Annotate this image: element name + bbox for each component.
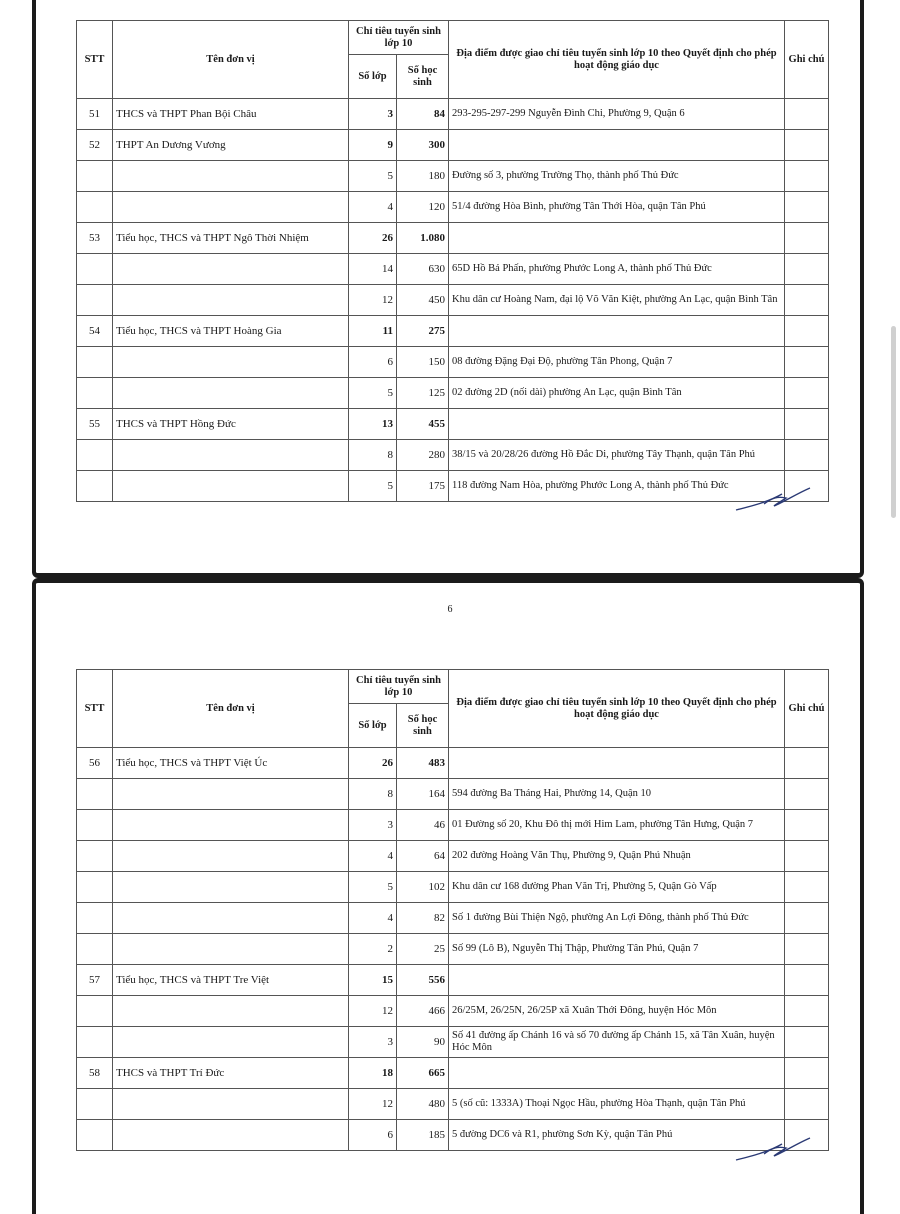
row-classes: 5 <box>349 872 397 903</box>
table-row <box>77 903 829 934</box>
row-stt: 54 <box>77 316 113 347</box>
header-quota: Chỉ tiêu tuyển sinh lớp 10 <box>349 21 449 55</box>
table-row <box>77 409 829 440</box>
row-stt: 58 <box>77 1058 113 1089</box>
row-note <box>785 934 829 965</box>
row-unit-name: Tiểu học, THCS và THPT Tre Việt <box>113 965 349 996</box>
row-classes: 5 <box>349 161 397 192</box>
table-row <box>77 1089 829 1120</box>
row-students: 120 <box>397 192 449 223</box>
row-unit-name <box>113 934 349 965</box>
row-unit-name <box>113 471 349 502</box>
row-stt <box>77 903 113 934</box>
row-students: 84 <box>397 99 449 130</box>
row-students: 630 <box>397 254 449 285</box>
row-students: 90 <box>397 1027 449 1058</box>
row-students: 665 <box>397 1058 449 1089</box>
row-note <box>785 347 829 378</box>
row-students: 480 <box>397 1089 449 1120</box>
row-unit-name <box>113 841 349 872</box>
row-address: Số 1 đường Bùi Thiện Ngộ, phường An Lợi Đông, thành phố Thủ Đức <box>449 903 785 934</box>
row-unit-name <box>113 779 349 810</box>
header-stt: STT <box>77 21 113 99</box>
row-note <box>785 378 829 409</box>
row-address: Khu dân cư 168 đường Phan Văn Trị, Phường 5, Quận Gò Vấp <box>449 872 785 903</box>
row-address <box>449 748 785 779</box>
row-students: 455 <box>397 409 449 440</box>
header-note: Ghi chú <box>785 670 829 748</box>
row-classes: 18 <box>349 1058 397 1089</box>
row-classes: 8 <box>349 779 397 810</box>
header-students: Số học sinh <box>397 704 449 748</box>
scrollbar[interactable] <box>891 326 896 518</box>
row-address <box>449 223 785 254</box>
row-note <box>785 130 829 161</box>
row-unit-name <box>113 872 349 903</box>
table-row <box>77 285 829 316</box>
row-unit-name <box>113 810 349 841</box>
row-classes: 4 <box>349 903 397 934</box>
row-students: 82 <box>397 903 449 934</box>
header-classes: Số lớp <box>349 55 397 99</box>
table-row <box>77 965 829 996</box>
row-students: 64 <box>397 841 449 872</box>
row-stt <box>77 779 113 810</box>
row-students: 164 <box>397 779 449 810</box>
row-stt <box>77 996 113 1027</box>
row-stt <box>77 810 113 841</box>
row-note <box>785 254 829 285</box>
row-classes: 5 <box>349 378 397 409</box>
row-classes: 5 <box>349 471 397 502</box>
row-note <box>785 779 829 810</box>
row-stt <box>77 872 113 903</box>
row-unit-name <box>113 285 349 316</box>
row-classes: 3 <box>349 1027 397 1058</box>
row-classes: 14 <box>349 254 397 285</box>
row-note <box>785 1058 829 1089</box>
row-students: 450 <box>397 285 449 316</box>
row-note <box>785 965 829 996</box>
table-row <box>77 1058 829 1089</box>
row-address: Khu dân cư Hoàng Nam, đại lộ Võ Văn Kiệt, phường An Lạc, quận Bình Tân <box>449 285 785 316</box>
row-stt <box>77 1089 113 1120</box>
row-unit-name <box>113 903 349 934</box>
row-address: 26/25M, 26/25N, 26/25P xã Xuân Thới Đông, huyện Hóc Môn <box>449 996 785 1027</box>
row-note <box>785 872 829 903</box>
row-students: 275 <box>397 316 449 347</box>
table-row <box>77 810 829 841</box>
header-note: Ghi chú <box>785 21 829 99</box>
row-students: 102 <box>397 872 449 903</box>
row-unit-name <box>113 161 349 192</box>
row-classes: 6 <box>349 1120 397 1151</box>
row-stt <box>77 440 113 471</box>
table-row <box>77 161 829 192</box>
row-address: 51/4 đường Hòa Bình, phường Tân Thới Hòa, quận Tân Phú <box>449 192 785 223</box>
row-stt: 51 <box>77 99 113 130</box>
page-number: 6 <box>447 604 453 615</box>
row-note <box>785 748 829 779</box>
header-location: Địa điểm được giao chỉ tiêu tuyển sinh lớp 10 theo Quyết định cho phép hoạt động giáo dục <box>449 21 785 99</box>
row-address <box>449 130 785 161</box>
row-address: 38/15 và 20/28/26 đường Hồ Đắc Di, phường Tây Thạnh, quận Tân Phú <box>449 440 785 471</box>
row-stt: 52 <box>77 130 113 161</box>
table-row <box>77 347 829 378</box>
row-unit-name <box>113 347 349 378</box>
row-note <box>785 810 829 841</box>
row-students: 556 <box>397 965 449 996</box>
row-stt: 53 <box>77 223 113 254</box>
table-row <box>77 316 829 347</box>
row-unit-name <box>113 378 349 409</box>
row-unit-name <box>113 192 349 223</box>
row-classes: 4 <box>349 192 397 223</box>
row-classes: 11 <box>349 316 397 347</box>
row-unit-name: Tiểu học, THCS và THPT Việt Úc <box>113 748 349 779</box>
header-students: Số học sinh <box>397 55 449 99</box>
row-stt <box>77 471 113 502</box>
header-unit: Tên đơn vị <box>113 21 349 99</box>
row-students: 280 <box>397 440 449 471</box>
row-note <box>785 903 829 934</box>
table-row <box>77 996 829 1027</box>
row-note <box>785 161 829 192</box>
row-classes: 2 <box>349 934 397 965</box>
row-note <box>785 316 829 347</box>
row-unit-name: THCS và THPT Hồng Đức <box>113 409 349 440</box>
table-row <box>77 748 829 779</box>
row-classes: 15 <box>349 965 397 996</box>
row-address: 5 (số cũ: 1333A) Thoại Ngọc Hầu, phường Hòa Thạnh, quận Tân Phú <box>449 1089 785 1120</box>
row-students: 175 <box>397 471 449 502</box>
row-classes: 13 <box>349 409 397 440</box>
row-note <box>785 996 829 1027</box>
row-note <box>785 841 829 872</box>
row-stt <box>77 841 113 872</box>
row-stt <box>77 1120 113 1151</box>
table-row <box>77 254 829 285</box>
row-unit-name: Tiểu học, THCS và THPT Hoàng Gia <box>113 316 349 347</box>
table-row <box>77 99 829 130</box>
row-address: 293-295-297-299 Nguyễn Đình Chi, Phường 9, Quận 6 <box>449 99 785 130</box>
table-row <box>77 471 829 502</box>
signature-initials <box>734 1134 812 1164</box>
row-address: 65D Hồ Bá Phấn, phường Phước Long A, thành phố Thủ Đức <box>449 254 785 285</box>
row-note <box>785 223 829 254</box>
table-row <box>77 192 829 223</box>
table-body <box>77 99 829 502</box>
row-address: 5 đường DC6 và R1, phường Sơn Kỳ, quận Tân Phú <box>449 1120 785 1151</box>
header-location: Địa điểm được giao chỉ tiêu tuyển sinh lớp 10 theo Quyết định cho phép hoạt động giáo dục <box>449 670 785 748</box>
table-row <box>77 440 829 471</box>
table-row <box>77 223 829 254</box>
table-row <box>77 779 829 810</box>
row-note <box>785 440 829 471</box>
row-address: 08 đường Đặng Đại Độ, phường Tân Phong, Quận 7 <box>449 347 785 378</box>
row-address <box>449 965 785 996</box>
row-note <box>785 1089 829 1120</box>
row-address: 202 đường Hoàng Văn Thụ, Phường 9, Quận Phú Nhuận <box>449 841 785 872</box>
row-address: 02 đường 2D (nối dài) phường An Lạc, quận Bình Tân <box>449 378 785 409</box>
row-classes: 12 <box>349 996 397 1027</box>
row-stt <box>77 378 113 409</box>
row-stt: 55 <box>77 409 113 440</box>
table-row <box>77 1027 829 1058</box>
row-note <box>785 1027 829 1058</box>
row-stt <box>77 192 113 223</box>
row-address: Số 41 đường ấp Chánh 16 và số 70 đường ấp Chánh 15, xã Tân Xuân, huyện Hóc Môn <box>449 1027 785 1058</box>
row-students: 125 <box>397 378 449 409</box>
table-row <box>77 872 829 903</box>
quota-table-page-5 <box>76 20 829 502</box>
row-unit-name <box>113 1089 349 1120</box>
row-unit-name <box>113 996 349 1027</box>
table-body <box>77 748 829 1151</box>
row-classes: 3 <box>349 810 397 841</box>
row-classes: 8 <box>349 440 397 471</box>
row-address <box>449 1058 785 1089</box>
row-students: 300 <box>397 130 449 161</box>
row-stt <box>77 161 113 192</box>
row-students: 180 <box>397 161 449 192</box>
row-address: Đường số 3, phường Trường Thọ, thành phố Thủ Đức <box>449 161 785 192</box>
row-note <box>785 99 829 130</box>
row-classes: 26 <box>349 748 397 779</box>
row-students: 25 <box>397 934 449 965</box>
table-row <box>77 841 829 872</box>
header-stt: STT <box>77 670 113 748</box>
row-address <box>449 409 785 440</box>
table-row <box>77 934 829 965</box>
row-unit-name: THCS và THPT Phan Bội Châu <box>113 99 349 130</box>
signature-initials <box>734 484 812 514</box>
row-stt <box>77 1027 113 1058</box>
row-students: 466 <box>397 996 449 1027</box>
row-unit-name <box>113 254 349 285</box>
row-address: 118 đường Nam Hòa, phường Phước Long A, thành phố Thủ Đức <box>449 471 785 502</box>
row-students: 46 <box>397 810 449 841</box>
row-students: 185 <box>397 1120 449 1151</box>
quota-table-page-6 <box>76 669 829 1151</box>
row-note <box>785 285 829 316</box>
row-unit-name: THPT An Dương Vương <box>113 130 349 161</box>
row-unit-name: Tiểu học, THCS và THPT Ngô Thời Nhiệm <box>113 223 349 254</box>
row-address: 594 đường Ba Tháng Hai, Phường 14, Quận 10 <box>449 779 785 810</box>
row-classes: 12 <box>349 1089 397 1120</box>
row-address: 01 Đường số 20, Khu Đô thị mới Him Lam, phường Tân Hưng, Quận 7 <box>449 810 785 841</box>
row-students: 1.080 <box>397 223 449 254</box>
row-classes: 6 <box>349 347 397 378</box>
row-stt <box>77 285 113 316</box>
header-unit: Tên đơn vị <box>113 670 349 748</box>
table-row <box>77 1120 829 1151</box>
row-stt <box>77 254 113 285</box>
row-unit-name <box>113 1027 349 1058</box>
table-row <box>77 130 829 161</box>
header-classes: Số lớp <box>349 704 397 748</box>
row-unit-name: THCS và THPT Trí Đức <box>113 1058 349 1089</box>
table-row <box>77 378 829 409</box>
row-note <box>785 409 829 440</box>
row-classes: 26 <box>349 223 397 254</box>
row-classes: 9 <box>349 130 397 161</box>
row-unit-name <box>113 1120 349 1151</box>
row-unit-name <box>113 440 349 471</box>
row-classes: 12 <box>349 285 397 316</box>
row-students: 483 <box>397 748 449 779</box>
row-classes: 4 <box>349 841 397 872</box>
row-stt: 57 <box>77 965 113 996</box>
row-stt: 56 <box>77 748 113 779</box>
row-classes: 3 <box>349 99 397 130</box>
row-address: Số 99 (Lô B), Nguyễn Thị Thập, Phường Tân Phú, Quận 7 <box>449 934 785 965</box>
row-note <box>785 192 829 223</box>
row-students: 150 <box>397 347 449 378</box>
header-quota: Chỉ tiêu tuyển sinh lớp 10 <box>349 670 449 704</box>
row-stt <box>77 934 113 965</box>
row-address <box>449 316 785 347</box>
row-stt <box>77 347 113 378</box>
